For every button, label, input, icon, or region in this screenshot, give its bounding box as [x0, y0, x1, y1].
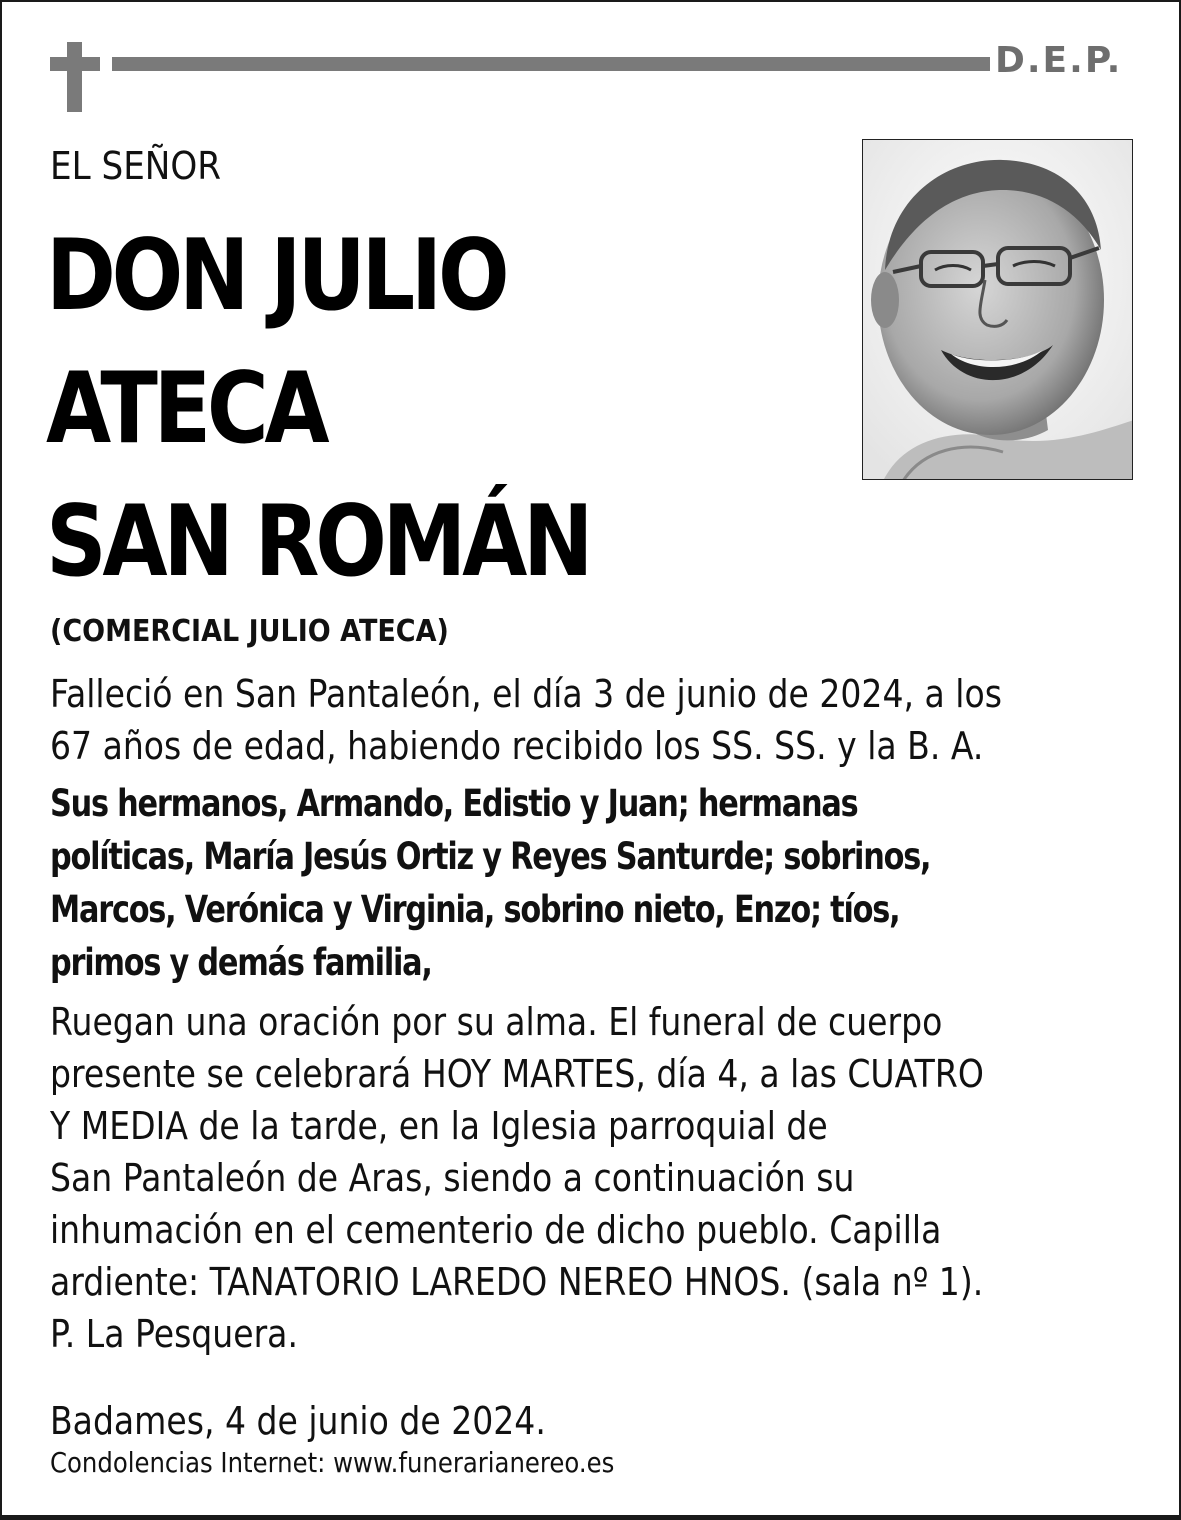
- portrait-image: [863, 140, 1133, 480]
- name-line: ATECA: [46, 352, 326, 466]
- condolences-line: Condolencias Internet: www.funerarianereo.es: [50, 1446, 615, 1479]
- cross-icon: [50, 42, 100, 112]
- name-line: DON JULIO: [46, 219, 506, 333]
- place-date: Badames, 4 de junio de 2024.: [50, 1399, 546, 1443]
- text-line: 67 años de edad, habiendo recibido los SS. SS. y la B. A.: [50, 724, 984, 768]
- service-paragraph: [50, 996, 1077, 1360]
- text-line: Falleció en San Pantaleón, el día 3 de junio de 2024, a los: [50, 672, 1002, 716]
- text-line: San Pantaleón de Aras, siendo a continuación su: [50, 1156, 855, 1200]
- death-paragraph: [50, 668, 1077, 772]
- header-rule: [112, 57, 990, 71]
- family-paragraph: [50, 777, 1018, 989]
- text-line: primos y demás familia,: [50, 941, 432, 984]
- dep-label: D.E.P.: [995, 40, 1123, 81]
- name-line: SAN ROMÁN: [46, 485, 590, 599]
- text-line: P. La Pesquera.: [50, 1312, 298, 1356]
- text-line: inhumación en el cementerio de dicho pueblo. Capilla: [50, 1208, 942, 1252]
- deceased-name: [46, 210, 734, 609]
- honorific: EL SEÑOR: [50, 144, 222, 188]
- text-line: presente se celebrará HOY MARTES, día 4, a las CUATRO: [50, 1052, 984, 1096]
- text-line: Ruegan una oración por su alma. El funeral de cuerpo: [50, 1000, 943, 1044]
- text-line: políticas, María Jesús Ortiz y Reyes Santurde; sobrinos,: [50, 835, 931, 878]
- text-line: Marcos, Verónica y Virginia, sobrino nieto, Enzo; tíos,: [50, 888, 900, 931]
- portrait-photo: [862, 139, 1133, 480]
- text-line: Sus hermanos, Armando, Edistio y Juan; hermanas: [50, 782, 858, 825]
- alias-text: (COMERCIAL JULIO ATECA): [50, 614, 449, 649]
- text-line: ardiente: TANATORIO LAREDO NEREO HNOS. (sala nº 1).: [50, 1260, 984, 1304]
- text-line: Y MEDIA de la tarde, en la Iglesia parroquial de: [50, 1104, 828, 1148]
